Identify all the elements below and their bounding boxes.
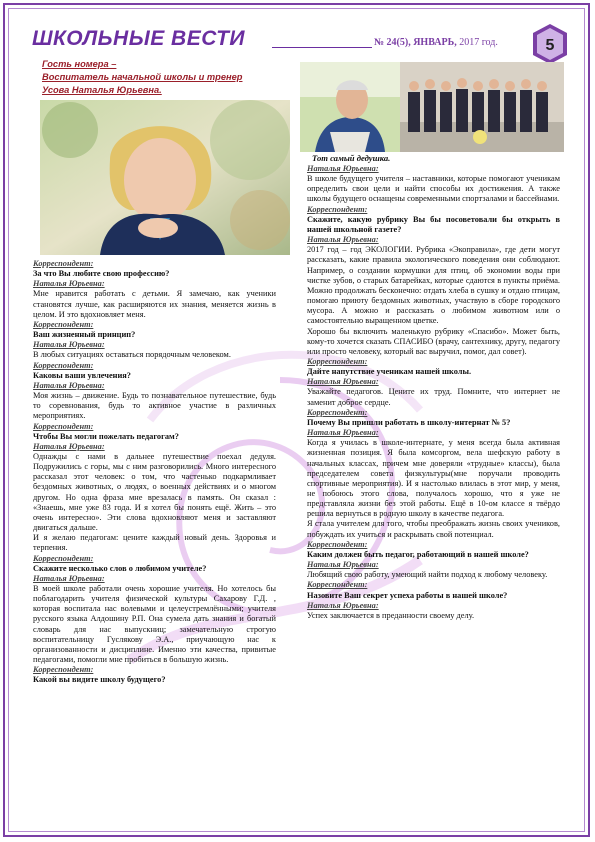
correspondent-label: Корреспондент: bbox=[33, 319, 94, 329]
respondent-label: Наталья Юрьевна: bbox=[33, 441, 105, 451]
answer-text: Хорошо бы включить маленькую рубрику «Спасибо». Может быть, кому-то хочется сказать СПАСИБО (врачу, сантехнику, другу, педагогу или просто человеку, который вас выручил, помог, дал совет). bbox=[307, 326, 560, 356]
answer-text: Я стала учителем для того, чтобы преображать жизнь своих учеников, побуждать их учиться и раскрывать свой потенциал. bbox=[307, 519, 560, 539]
respondent-label: Наталья Юрьевна: bbox=[307, 428, 379, 438]
correspondent-label: Корреспондент: bbox=[307, 356, 368, 366]
correspondent-label: Корреспондент: bbox=[33, 360, 94, 370]
correspondent-label: Корреспондент: bbox=[33, 421, 94, 431]
question-text: Ваш жизненный принцип? bbox=[33, 330, 136, 340]
answer-text: 2017 год – год ЭКОЛОГИИ. Рубрика «Экоправила», где дети могут рассказать, какие правила экологического поведения они соблюдают. Например, о создании кормушки для птиц, об экономии воды при чистке зубов, о старых батарейках, которые сдаются в пункты приёма. Можно продолжать бесконечно: отдать хлеба в сушку и отдаю птицам, помогаю приюту бездомных животных, участвую в сборе городского мусора. А можно и рассказать о любимом животном или о самостоятельно выращенном цветке. bbox=[307, 245, 560, 326]
question-text: Каковы ваши увлечения? bbox=[33, 370, 131, 380]
respondent-label: Наталья Юрьевна: bbox=[307, 377, 379, 387]
grandfather-photo bbox=[300, 62, 400, 152]
answer-text: Успех заключается в преданности своему делу. bbox=[307, 610, 475, 620]
answer-text: Моя жизнь – движение. Будь то познавательное путешествие, будь то соревнования, будь то активное участие в различных мероприятиях. bbox=[33, 391, 276, 421]
answer-text: И я желаю педагогам: цените каждый новый день. Здоровья и терпения. bbox=[33, 533, 276, 553]
respondent-label: Наталья Юрьевна: bbox=[33, 380, 105, 390]
question-text: Каким должен быть педагог, работающий в нашей школе? bbox=[307, 549, 529, 559]
respondent-label: Наталья Юрьевна: bbox=[307, 164, 379, 173]
answer-text: Когда я училась в школе-интернате, у меня всегда была активная жизненная позиция. Я была комсоргом, вела шефскую работу в начальных классах, причем мне доверяли «трудные» классы), была председателем совета физкультуры(мне поручали проводить спортивные мероприятия). И я настолько влилась в этот мир, у меня, не побоюсь этого слова, получалось хорошо, что я уже не представляла жизни без этой работы. Ещё в 10-ом классе я твёрдо решила вернуться в родную школу в качестве педагога. bbox=[307, 438, 560, 519]
photo-caption: Тот самый дедушка. bbox=[312, 153, 391, 163]
answer-text: Мне нравится работать с детьми. Я замечаю, как ученики становятся лучше, как расширяются их знания, меняется жизнь в целом. И это вдохновляет меня. bbox=[33, 289, 276, 319]
respondent-label: Наталья Юрьевна: bbox=[307, 560, 379, 570]
page-number-badge bbox=[530, 22, 570, 66]
respondent-label: Наталья Юрьевна: bbox=[307, 235, 379, 245]
interview-right-column bbox=[307, 164, 560, 621]
guest-line-1: Гость номера – bbox=[42, 59, 117, 69]
guest-line-3: Усова Наталья Юрьевна. bbox=[42, 85, 162, 95]
masthead bbox=[32, 27, 567, 53]
answer-text: В школе будущего учителя – наставники, которые помогают ученикам определить свои цели и найти способы их достижения. А также школы будущего оснащены современными спортзалами и бассейнами. bbox=[307, 174, 560, 204]
question-text: Назовите Ваш секрет успеха работы в нашей школе? bbox=[307, 590, 508, 600]
newspaper-title: ШКОЛЬНЫЕ ВЕСТИ bbox=[32, 27, 246, 50]
respondent-label: Наталья Юрьевна: bbox=[33, 573, 105, 583]
question-text: Скажите, какую рубрику Вы бы посоветовали бы открыть в нашей школьной газете? bbox=[307, 214, 560, 234]
respondent-label: Наталья Юрьевна: bbox=[307, 600, 379, 610]
issue-info bbox=[374, 37, 498, 48]
correspondent-label: Корреспондент: bbox=[33, 553, 94, 563]
correspondent-label: Корреспондент: bbox=[33, 259, 94, 268]
issue-year: 2017 год. bbox=[459, 37, 498, 48]
correspondent-label: Корреспондент: bbox=[307, 204, 368, 214]
answer-text: В моей школе работали очень хорошие учителя. Но хотелось бы поблагодарить учителя физической культуры Сахарову Г.Д. , которая воспитала нас волевыми и целеустремлёнными; учителя русского языка Алдошину Р.П. Она сумела дать знания и богатый словарь для нас выпускниц; замечательную строгую воспитательницу Гуслякову Э.А., приучающую нас к организованности и дисциплине. Именно эти качества, привитые педагогами, помогли мне пробиться в большую жизнь. bbox=[33, 584, 276, 665]
answer-text: Любящий свою работу, умеющий найти подход к любому человеку. bbox=[307, 570, 548, 580]
question-text: Чтобы Вы могли пожелать педагогам? bbox=[33, 431, 179, 441]
question-text: Какой вы видите школу будущего? bbox=[33, 675, 166, 685]
correspondent-label: Корреспондент: bbox=[307, 407, 368, 417]
question-text: За что Вы любите свою профессию? bbox=[33, 269, 170, 279]
title-underline bbox=[272, 47, 372, 48]
answer-text: В любых ситуациях оставаться порядочным человеком. bbox=[33, 350, 231, 360]
answer-text: Однажды с нами в дальнее путешествие поехал дедуля. Подружились с горы, мы с ним разговорились. Много интересного рассказал этот человек: о том, что частенько подкармливает бездомных животных, о людях, о военных действиях и о многом другом. Но одна фраза мне врезалась в память. Он сказал : «Знаешь, мне уже 83 года. И я хотел бы понять ещё. Жить – это очень интересно». Эти слова вдохновляют меня и заставляют двигаться дальше. bbox=[33, 451, 276, 533]
question-text: Почему Вы пришли работать в школу-интернат № 5? bbox=[307, 417, 511, 427]
portrait-photo bbox=[40, 100, 290, 255]
question-text: Скажите несколько слов о любимом учителе? bbox=[33, 563, 207, 573]
guest-heading bbox=[42, 58, 272, 97]
correspondent-label: Корреспондент: bbox=[307, 539, 368, 549]
team-photo bbox=[400, 62, 564, 152]
respondent-label: Наталья Юрьевна: bbox=[33, 279, 105, 289]
issue-number: № 24(5), ЯНВАРЬ, bbox=[374, 37, 457, 48]
interview-left-column bbox=[33, 259, 276, 686]
respondent-label: Наталья Юрьевна: bbox=[33, 340, 105, 350]
guest-line-2: Воспитатель начальной школы и тренер bbox=[42, 72, 243, 82]
question-text: Дайте напутствие ученикам нашей школы. bbox=[307, 367, 472, 377]
page-number: 5 bbox=[545, 37, 555, 54]
correspondent-label: Корреспондент: bbox=[33, 665, 94, 675]
answer-text: Уважайте педагогов. Цените их труд. Помните, что интернет не заменит доброе сердце. bbox=[307, 387, 560, 407]
correspondent-label: Корреспондент: bbox=[307, 580, 368, 590]
